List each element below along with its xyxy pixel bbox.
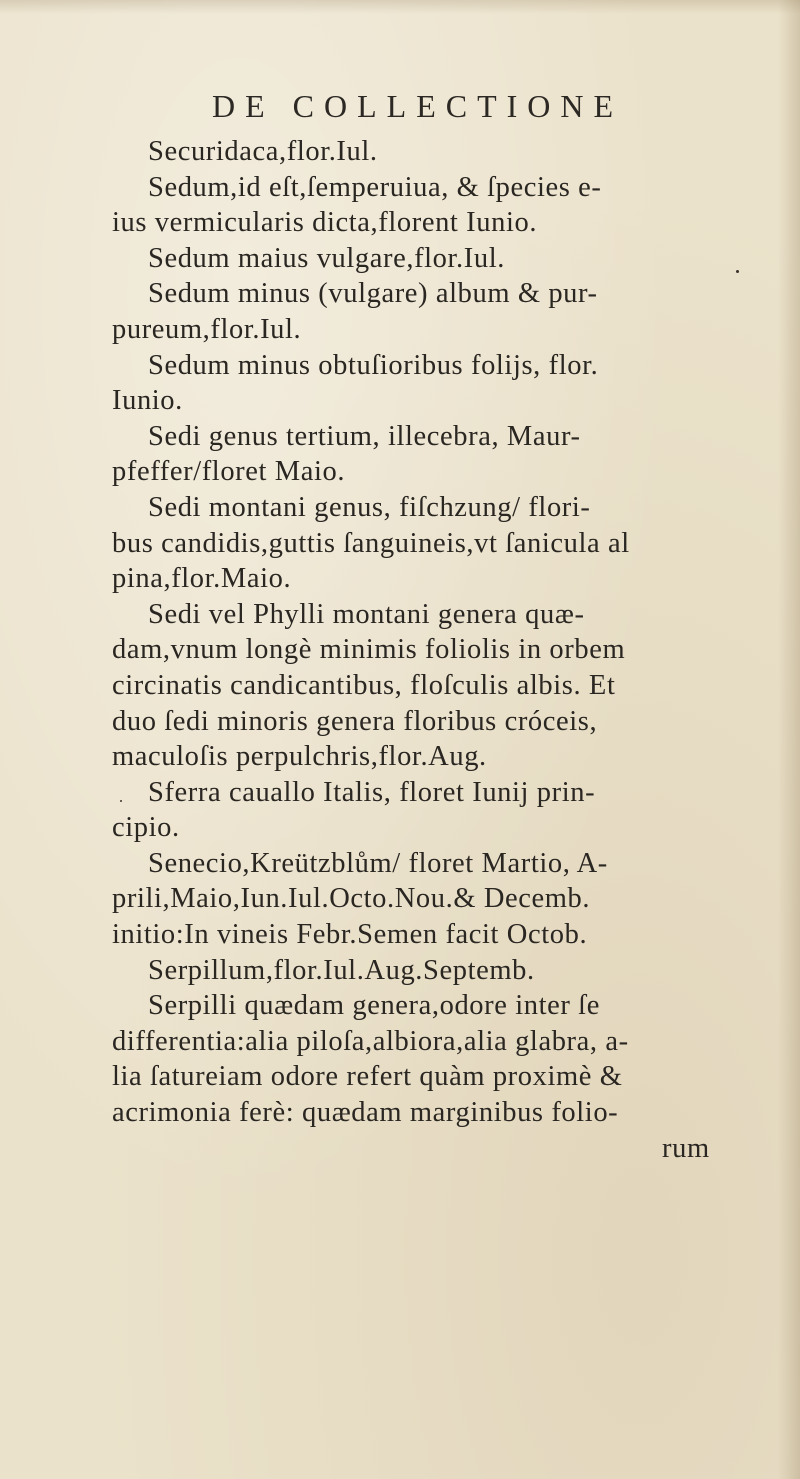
text-line: Securidaca,flor.Iul. [148, 136, 378, 167]
text-line: differentia:alia piloſa,albiora,alia glabra, a- [112, 1025, 629, 1057]
text-line: dam,vnum longè minimis foliolis in orbem [112, 634, 626, 666]
text-line: maculoſis perpulchris,flor.Aug. [112, 741, 487, 773]
text-line: Sferra cauallo Italis, floret Iunij prin- [148, 776, 596, 808]
ink-speck [736, 270, 739, 273]
text-line: prili,Maio,Iun.Iul.Octo.Nou.& Decemb. [112, 883, 591, 915]
page-top-shadow [0, 0, 800, 14]
text-line: bus candidis,guttis ſanguineis,vt ſanicula al [112, 527, 630, 559]
text-line: Sedi genus tertium, illecebra, Maur- [148, 420, 581, 452]
text-line: Sedum,id eſt,ſemperuiua, & ſpecies e- [148, 171, 602, 203]
text-block [112, 134, 800, 1166]
catchword: rum [662, 1132, 710, 1164]
text-line: Iunio. [112, 385, 183, 417]
ink-speck [120, 800, 122, 802]
text-line: Serpilli quædam genera,odore inter ſe [148, 990, 600, 1022]
text-line: pina,flor.Maio. [112, 563, 292, 595]
running-header: DE COLLECTIONE [212, 88, 624, 124]
text-line: Sedum minus (vulgare) album & pur- [148, 278, 598, 310]
text-line: Sedi vel Phylli montani genera quæ- [148, 598, 585, 630]
text-line: Sedum minus obtuſioribus folijs, flor. [148, 349, 599, 381]
text-line: pureum,flor.Iul. [112, 313, 302, 345]
text-line: duo ſedi minoris genera floribus cróceis, [112, 705, 598, 737]
text-line: acrimonia ferè: quædam marginibus folio- [112, 1097, 619, 1129]
text-line: cipio. [112, 812, 180, 844]
text-line: Sedum maius vulgare,flor.Iul. [148, 242, 505, 274]
text-line: Sedi montani genus, fiſchzung/ flori- [148, 491, 591, 523]
text-line: pfeffer/floret Maio. [112, 456, 346, 488]
text-line: ius vermicularis dicta,florent Iunio. [112, 207, 538, 239]
text-line: Senecio,Kreützblům/ floret Martio, A- [148, 847, 608, 879]
text-line: initio:In vineis Febr.Semen facit Octob. [112, 919, 588, 951]
text-line: lia ſatureiam odore refert quàm proximè & [112, 1061, 623, 1093]
text-line: Serpillum,flor.Iul.Aug.Septemb. [148, 954, 535, 986]
text-line: circinatis candicantibus, floſculis albis. Et [112, 669, 616, 701]
